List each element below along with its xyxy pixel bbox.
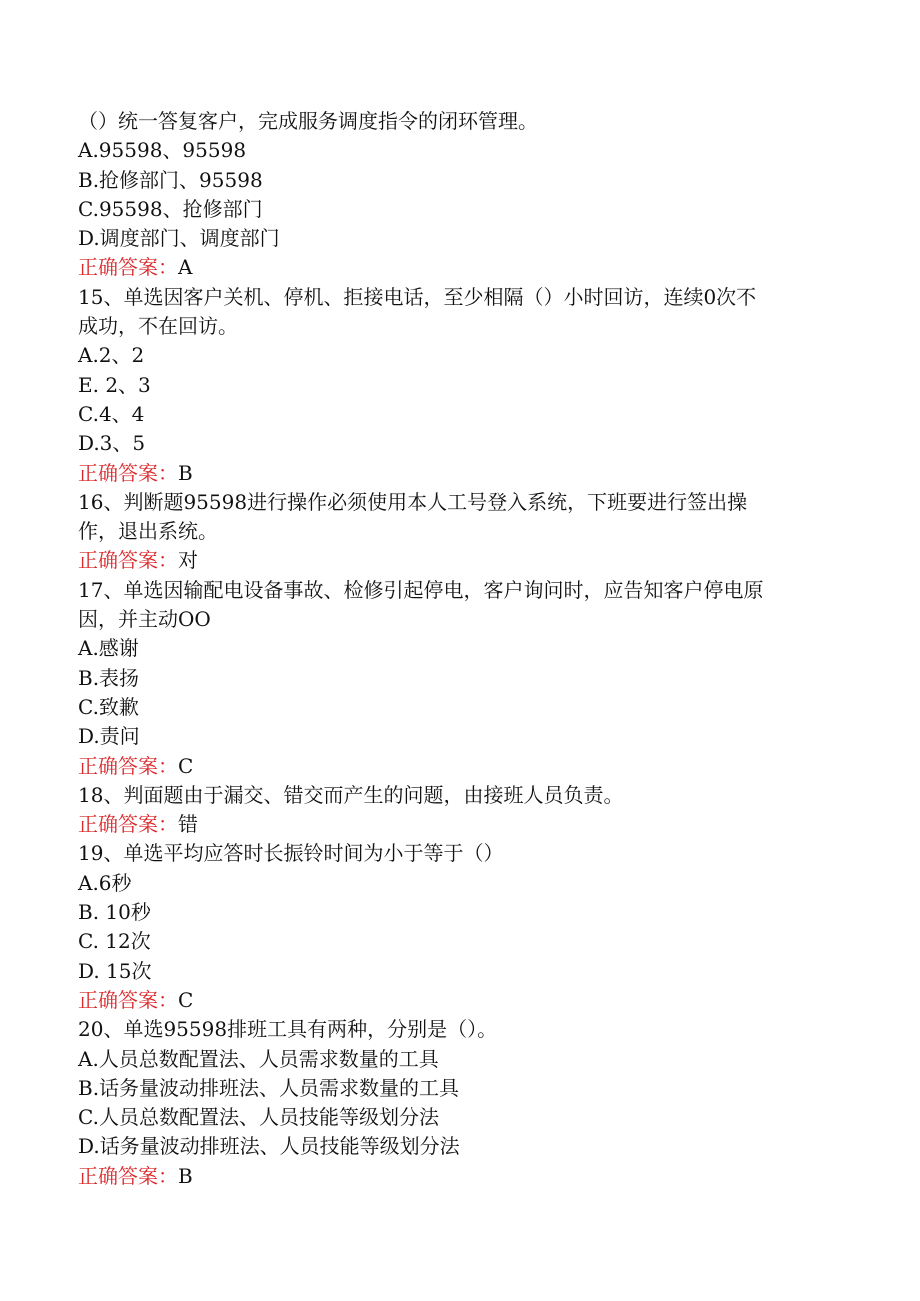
answer-label: 正确答案： — [78, 255, 178, 280]
text-line: （）统一答复客户，完成服务调度指令的闭环管理。 — [78, 109, 538, 133]
answer-value: C — [178, 987, 194, 1012]
answer-label: 正确答案： — [78, 812, 178, 837]
text-line: 18、判面题由于漏交、错交而产生的问题，由接班人员负责。 — [78, 782, 624, 807]
text-line: C.致歉 — [78, 694, 139, 719]
answer-label: 正确答案： — [78, 753, 178, 778]
question-list — [78, 107, 838, 1191]
text-line: A.6秒 — [78, 870, 132, 895]
answer-label: 正确答案： — [78, 548, 178, 573]
text-line: B.表扬 — [78, 665, 140, 690]
answer-value: 对 — [178, 548, 198, 573]
text-line: 17、单选因输配电设备事故、检修引起停电，客户询问时，应告知客户停电原 — [78, 577, 764, 602]
text-line: B.话务量波动排班法、人员需求数量的工具 — [78, 1075, 460, 1100]
answer-value: 错 — [178, 812, 198, 837]
text-line: A.人员总数配置法、人员需求数量的工具 — [78, 1046, 439, 1071]
correct-answer-line — [78, 253, 838, 282]
text-line: D.调度部门、调度部门 — [78, 226, 280, 251]
text-line: C. 12次 — [78, 929, 151, 954]
answer-label: 正确答案： — [78, 460, 178, 485]
text-line: C.人员总数配置法、人员技能等级划分法 — [78, 1105, 439, 1130]
answer-value: B — [178, 460, 193, 485]
text-line: A.95598、95598 — [78, 138, 247, 163]
text-line: D.责问 — [78, 724, 140, 749]
answer-label: 正确答案： — [78, 1163, 178, 1188]
text-line: D.3、5 — [78, 431, 146, 456]
text-line: 作，退出系统。 — [78, 519, 218, 544]
answer-value: B — [178, 1163, 193, 1188]
text-line: C.4、4 — [78, 401, 145, 426]
text-line: 16、判断题95598进行操作必须使用本人工号登入系统，下班要进行签出操 — [78, 489, 748, 514]
text-line: 因，并主动OO — [78, 607, 211, 632]
text-line: B. 10秒 — [78, 900, 151, 925]
correct-answer-line — [78, 459, 838, 488]
text-line: 成功，不在回访。 — [78, 314, 238, 339]
correct-answer-line — [78, 752, 838, 781]
text-line: E. 2、3 — [78, 372, 151, 397]
answer-value: A — [178, 255, 193, 280]
text-line: 20、单选95598排班工具有两种，分别是（）。 — [78, 1017, 498, 1042]
correct-answer-line — [78, 986, 838, 1015]
text-line: 19、单选平均应答时长振铃时间为小于等于（） — [78, 841, 504, 866]
correct-answer-line — [78, 810, 838, 839]
correct-answer-line — [78, 1162, 838, 1191]
answer-value: C — [178, 753, 194, 778]
text-line: A.感谢 — [78, 636, 139, 661]
text-line: B.抢修部门、95598 — [78, 167, 263, 192]
text-line: 15、单选因客户关机、停机、拒接电话，至少相隔（）小时回访，连续0次不 — [78, 284, 757, 309]
text-line: D.话务量波动排班法、人员技能等级划分法 — [78, 1134, 460, 1159]
text-line: A.2、2 — [78, 343, 145, 368]
text-line: C.95598、抢修部门 — [78, 196, 263, 221]
correct-answer-line — [78, 546, 838, 575]
text-line: D. 15次 — [78, 958, 152, 983]
answer-label: 正确答案： — [78, 987, 178, 1012]
